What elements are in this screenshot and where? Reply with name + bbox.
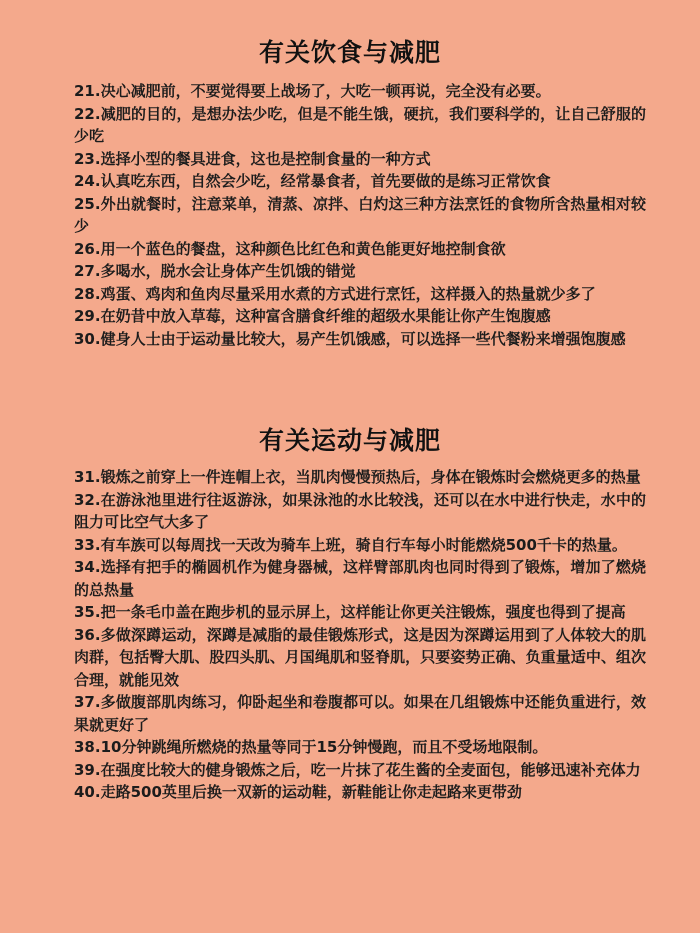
tip-text: 健身人士由于运动量比较大，易产生饥饿感，可以选择一些代餐粉来增强饱腹感: [100, 329, 626, 348]
tip-item: [74, 601, 646, 624]
tip-text: 认真吃东西，自然会少吃，经常暴食者，首先要做的是练习正常饮食: [100, 172, 551, 190]
tip-number: 24.: [74, 172, 101, 190]
tip-text: 选择小型的餐具进食，这也是控制食量的一种方式: [100, 149, 431, 168]
tip-number: 29.: [74, 307, 101, 325]
tip-number: 39.: [74, 760, 101, 779]
tip-number: 38.: [74, 738, 101, 756]
tip-item: [74, 103, 646, 148]
section-title-diet: 有关饮食与减肥: [258, 38, 441, 67]
tip-text: 把一条毛巾盖在跑步机的显示屏上，这样能让你更关注锻炼，强度也得到了提高: [100, 603, 626, 621]
tip-item: [74, 80, 646, 103]
tip-number: 22.: [74, 104, 101, 123]
tip-text: 多做腹部肌肉练习，仰卧起坐和卷腹都可以。如果在几组锻炼中还能负重进行，效果就更好了: [74, 693, 646, 734]
tip-number: 36.: [74, 625, 101, 644]
tip-item: [74, 781, 646, 804]
tip-item: [74, 260, 646, 283]
tip-text: 用一个蓝色的餐盘，这种颜色比红色和黄色能更好地控制食欲: [100, 239, 506, 258]
tip-item: [74, 193, 646, 238]
tip-text: 选择有把手的椭圆机作为健身器械，这样臂部肌肉也同时得到了锻炼，增加了燃烧的总热量: [74, 558, 646, 599]
tip-item: [74, 556, 646, 601]
tip-text: 在游泳池里进行往返游泳，如果泳池的水比较浅，还可以在水中进行快走，水中的阻力可比空气大多了: [74, 490, 646, 531]
tip-item: [74, 534, 646, 557]
tip-item: [74, 691, 646, 736]
tip-text: 在奶昔中放入草莓，这种富含膳食纤维的超级水果能让你产生饱腹感: [100, 307, 551, 325]
tip-item: [74, 489, 646, 534]
tip-number: 34.: [74, 558, 101, 576]
tip-item: [74, 238, 646, 261]
tip-item: [74, 328, 646, 351]
tip-text: 锻炼之前穿上一件连帽上衣，当肌肉慢慢预热后，身体在锻炼时会燃烧更多的热量: [100, 468, 641, 486]
tip-number: 27.: [74, 262, 101, 280]
tip-number: 26.: [74, 239, 101, 258]
tip-number: 37.: [74, 693, 101, 711]
tip-item: [74, 283, 646, 306]
tip-item: [74, 170, 646, 193]
tip-number: 21.: [74, 82, 101, 100]
tip-item: [74, 736, 646, 759]
tip-item: [74, 148, 646, 171]
tip-list-exercise: [74, 466, 646, 804]
tip-number: 30.: [74, 329, 101, 348]
tip-number: 25.: [74, 194, 101, 213]
tip-text: 减肥的目的，是想办法少吃，但是不能生饿，硬抗，我们要科学的，让自己舒服的少吃: [74, 104, 646, 145]
tip-text: 多做深蹲运动，深蹲是减脂的最佳锻炼形式，这是因为深蹲运用到了人体较大的肌肉群，包括臀大肌、股四头肌、月国绳肌和竖脊肌，只要姿势正确、负重量适中、组次合理，就能见效: [74, 625, 646, 689]
tip-item: [74, 305, 646, 328]
tip-number: 40.: [74, 783, 101, 801]
tip-list-diet: [74, 80, 646, 350]
tip-item: [74, 466, 646, 489]
tip-text: 鸡蛋、鸡肉和鱼肉尽量采用水煮的方式进行烹饪，这样摄入的热量就少多了: [100, 284, 596, 303]
tip-number: 28.: [74, 284, 101, 303]
tip-item: [74, 759, 646, 782]
tip-text: 决心减肥前，不要觉得要上战场了，大吃一顿再说，完全没有必要。: [100, 82, 551, 100]
tip-number: 33.: [74, 535, 101, 554]
tip-text: 10分钟跳绳所燃烧的热量等同于15分钟慢跑，而且不受场地限制。: [100, 738, 548, 756]
tip-item: [74, 624, 646, 692]
tip-text: 在强度比较大的健身锻炼之后，吃一片抹了花生酱的全麦面包，能够迅速补充体力: [100, 760, 641, 779]
tip-text: 走路500英里后换一双新的运动鞋，新鞋能让你走起路来更带劲: [100, 783, 522, 801]
tip-number: 35.: [74, 603, 101, 621]
tip-text: 多喝水，脱水会让身体产生饥饿的错觉: [100, 262, 356, 280]
tip-number: 32.: [74, 490, 101, 509]
tip-text: 外出就餐时，注意菜单，清蒸、凉拌、白灼这三种方法烹饪的食物所含热量相对较少: [74, 194, 646, 235]
tip-number: 23.: [74, 149, 101, 168]
tip-text: 有车族可以每周找一天改为骑车上班，骑自行车每小时能燃烧500千卡的热量。: [100, 535, 627, 554]
tip-number: 31.: [74, 468, 101, 486]
section-title-exercise: 有关运动与减肥: [258, 426, 441, 455]
